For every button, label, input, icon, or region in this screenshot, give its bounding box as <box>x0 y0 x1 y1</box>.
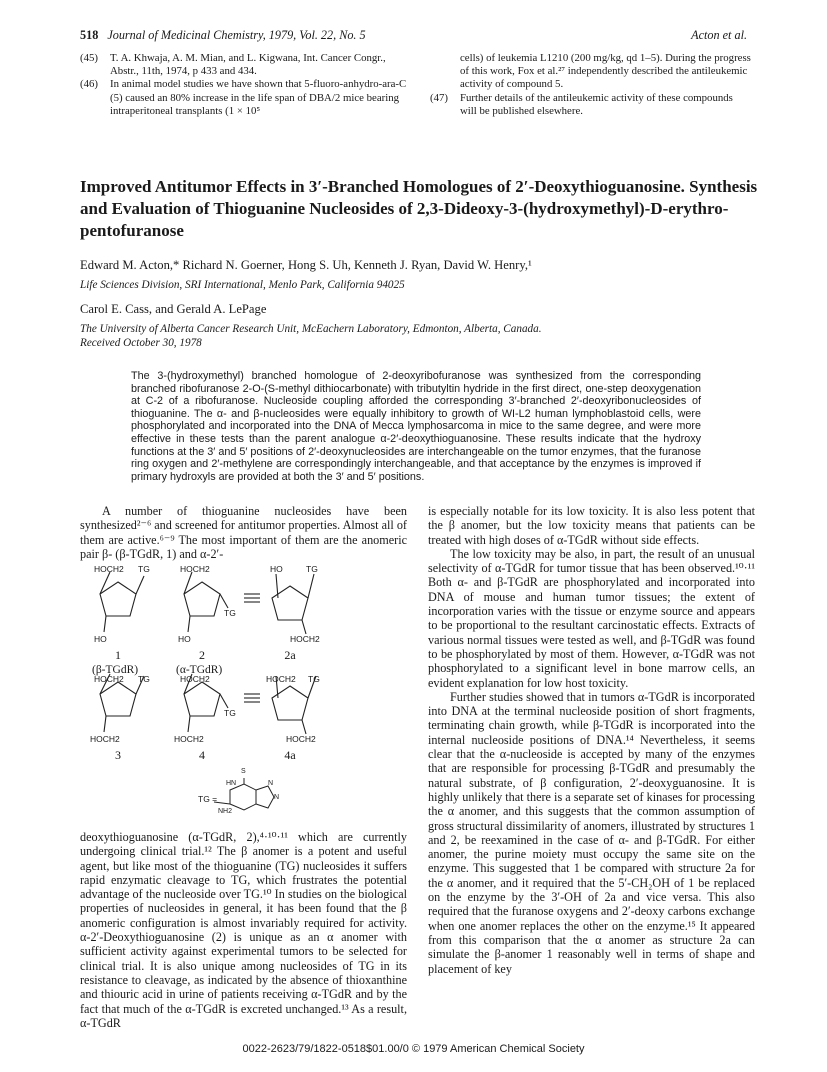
substituent-label: HO <box>270 564 283 574</box>
substituent-label: TG <box>138 564 150 574</box>
substituent-label: HOCH2 <box>266 674 296 684</box>
compound-number: 2a <box>284 648 296 662</box>
references-left <box>80 52 410 118</box>
reference-text: T. A. Khwaja, A. M. Mian, and L. Kigwana, Int. Cancer Congr., Abstr., 11th, 1974, p 433 and 434. <box>110 52 386 78</box>
nitrogen-label: HN <box>226 780 237 787</box>
compound-name: (β-TGdR) <box>92 664 139 676</box>
nucleoside-structures <box>80 564 407 774</box>
sulfur-label: S <box>241 768 246 775</box>
authors-group-1: Edward M. Acton,* Richard N. Goerner, Hong S. Uh, Kenneth J. Ryan, David W. Henry,¹ <box>80 258 532 272</box>
reference-number: (46) <box>80 78 98 91</box>
substituent-label: HOCH2 <box>180 564 210 574</box>
reference-text: In animal model studies we have shown that 5-fluoro-anhydro-ara-C (5) caused an 80% increase in the life span of DBA/2 mice bearing intraperitoneal transplants (1 × 10⁵ <box>110 78 407 117</box>
substituent-label: TG <box>224 608 236 618</box>
reference-46-continuation: cells) of leukemia L1210 (200 mg/kg, qd 1–5). During the progress of this work, Fox et al.²⁷ independently described the antileukemic activity of compound 5. <box>460 52 751 91</box>
substituent-label: HOCH2 <box>94 564 124 574</box>
received-date: Received October 30, 1978 <box>80 337 202 349</box>
running-author: Acton et al. <box>691 28 747 42</box>
left-column-body: deoxythioguanosine (α-TGdR, 2),⁴·¹⁰·¹¹ which are currently undergoing clinical trial.¹² The β anomer is a potent and useful agent, but like most of the thioguanine (TG) nucleosides it suffers rapid enzymatic cleavage to TG, which frustrates the potential advantage of the nucleoside over TG.¹⁰ In studies on the biological properties of nucleosides in general, it has been found that the β anomeric configuration is almost invariably required for activity. α-2′-Deoxythioguanosine (2) is unique as an α anomer with sufficient activity against experimental tumors to be selected for clinical trial. It is also unique among nucleosides of TG in its resistance to cleavage, as indicated by the absence of thioxanthine and thiouric acid in urine of patients receiving α-TGdR and by the fact that much of the α-TGdR is excreted unchanged.¹³ As a result, α-TGdR <box>80 830 407 1030</box>
substituent-label: TG <box>138 674 150 684</box>
substituent-label: HOCH2 <box>94 674 124 684</box>
substituent-label: HOCH2 <box>90 734 120 744</box>
substituent-label: HOCH2 <box>174 734 204 744</box>
authors-group-2: Carol E. Cass, and Gerald A. LePage <box>80 302 267 316</box>
copyright-footer: 0022-2623/79/1822-0518$01.00/0 © 1979 American Chemical Society <box>242 1043 585 1055</box>
compound-number: 3 <box>115 748 121 762</box>
reference-47 <box>430 92 752 118</box>
journal-citation: Journal of Medicinal Chemistry, 1979, Vol. 22, No. 5 <box>107 28 366 42</box>
affiliation-2: The University of Alberta Cancer Research Unit, McEachern Laboratory, Edmonton, Alberta, Canada. <box>80 323 542 335</box>
compound-number: 1 <box>115 648 121 662</box>
reference-46 <box>80 78 410 118</box>
abstract: The 3-(hydroxymethyl) branched homologue of 2-deoxyribofuranose was synthesized from the corresponding branched ribofuranose 2-O-(S-methyl dithiocarbonate) with tributyltin hydride in the first direct, one-step deoxygenation at C-2 of a ribofuranose. Nucleoside coupling afforded the corresponding 3′-branched 2′-deoxyribonucleosides of thioguanine. The α- and β-nucleosides were equally inhibitory to growth of WI-L2 human lymphoblastoid cells, were phosphorylated and incorporated into the DNA of Mecca lymphosarcoma in mice to the same degree, and were more effective in these tests than the parent analogue α-2′-deoxythioguanosine. These results indicate that the hydroxy functions at the 3′ and 5′ positions of 2′-deoxynucleosides are interchangeable on the tumor enzymes, that the furanose ring oxygen and 2′-methylene are correspondingly interchangeable, and that acceptance by the enzymes is improved if primary hydroxyls are provided at both the 3′ and 5′ positions. <box>131 370 701 483</box>
compound-number: 4 <box>199 748 205 762</box>
substituent-label: TG <box>306 564 318 574</box>
reference-number: (47) <box>430 91 448 104</box>
page-number: 518 <box>80 28 99 42</box>
intro-paragraph: A number of thioguanine nucleosides have been synthesized²⁻⁶ and screened for antitumor properties. Almost all of them are active.⁶⁻⁹ The most important of them are the anomeric pair β- (β-TGdR, 1) and α-2′- <box>80 504 407 561</box>
references-right <box>430 52 752 118</box>
substituent-label: HOCH2 <box>180 674 210 684</box>
compound-number: 4a <box>284 748 296 762</box>
substituent-label: HO <box>178 634 191 644</box>
amino-label: NH2 <box>218 808 233 815</box>
reference-number: (45) <box>80 52 98 64</box>
thioguanine-structure <box>190 768 330 820</box>
affiliation-1: Life Sciences Division, SRI International, Menlo Park, California 94025 <box>80 279 405 291</box>
reference-45 <box>80 52 410 78</box>
paragraph: is especially notable for its low toxicity. It is also less potent that the β anomer, but the low toxicity means that patients can be treated with high doses of α-TGdR without side effects. <box>428 504 755 547</box>
substituent-label: HOCH2 <box>290 634 320 644</box>
running-header-left <box>80 28 366 43</box>
compound-name: (α-TGdR) <box>176 664 223 676</box>
tg-label: TG = <box>198 794 218 804</box>
compound-number: 2 <box>199 648 205 662</box>
paragraph: The low toxicity may be also, in part, the result of an unusual selectivity of α-TGdR for tumor tissue that has been observed.¹⁰·¹¹ Both α- and β-TGdR are phosphorylated and incorporated into DNA of mouse and human tumor tissues; the extent of incorporation varies with the tissue or enzyme source and appears to be proportional to the resultant carcinostatic effects. Extracts of various normal tissues were tested as well, and β-TGdR was found to be phosphorylated by most of them. However, α-TGdR was not phosphorylated to a significant level in bone marrow cells, an evident explanation for low host toxicity. <box>428 546 755 690</box>
substituent-label: HOCH2 <box>286 734 316 744</box>
article-title: Improved Antitumor Effects in 3′-Branched Homologues of 2′-Deoxythioguanosine. Synthesis and Evaluation of Thioguanine Nucleosides of 2,3-Dideoxy-3-(hydroxymethyl)-D-erythro-pentofuranose <box>80 177 758 240</box>
nitrogen-label: N <box>274 794 280 801</box>
substituent-label: TG <box>308 674 320 684</box>
substituent-label: TG <box>224 708 236 718</box>
paragraph: Further studies showed that in tumors α-TGdR is incorporated into DNA at the terminal nucleoside position of short fragments, terminating chain growth, while β-TGdR is incorporated into the internal nucleoside positions of DNA.¹⁴ Nevertheless, it seems clear that the α-nucleoside is accepted by many of the enzymes that are responsible for processing β-TGdR and presumably the natural substrate, of β configuration, 2′-deoxyguanosine. It is highly unlikely that there is a separate set of kinases for processing the α anomer, and this suggests that the common assumption of gross structural dissimilarity of anomers, illustrated by structures 1 and 2, be reexamined in the case of α- and β-TGdR. For either anomer, the purine moiety must occupy the same site on the enzyme. This suggested that 1 be compared with structure 2a for the α anomer, and it required that the 5′-CH₂OH of 1 be replaced on the enzyme by the 3′-OH of 2a and vice versa. This also required that the furanose oxygens and 2′-deoxy carbons exchange when one anomer replaces the other on the enzyme.¹⁵ It appeared from this comparison that the α anomer as structure 2a can simulate the β-anomer 1 reasonably well in terms of shape and placement of key <box>428 689 755 976</box>
reference-text: Further details of the antileukemic activity of these compounds will be published elsewhere. <box>460 91 733 117</box>
nitrogen-label: N <box>268 780 274 787</box>
right-column-body <box>428 504 755 976</box>
substituent-label: HO <box>94 634 107 644</box>
